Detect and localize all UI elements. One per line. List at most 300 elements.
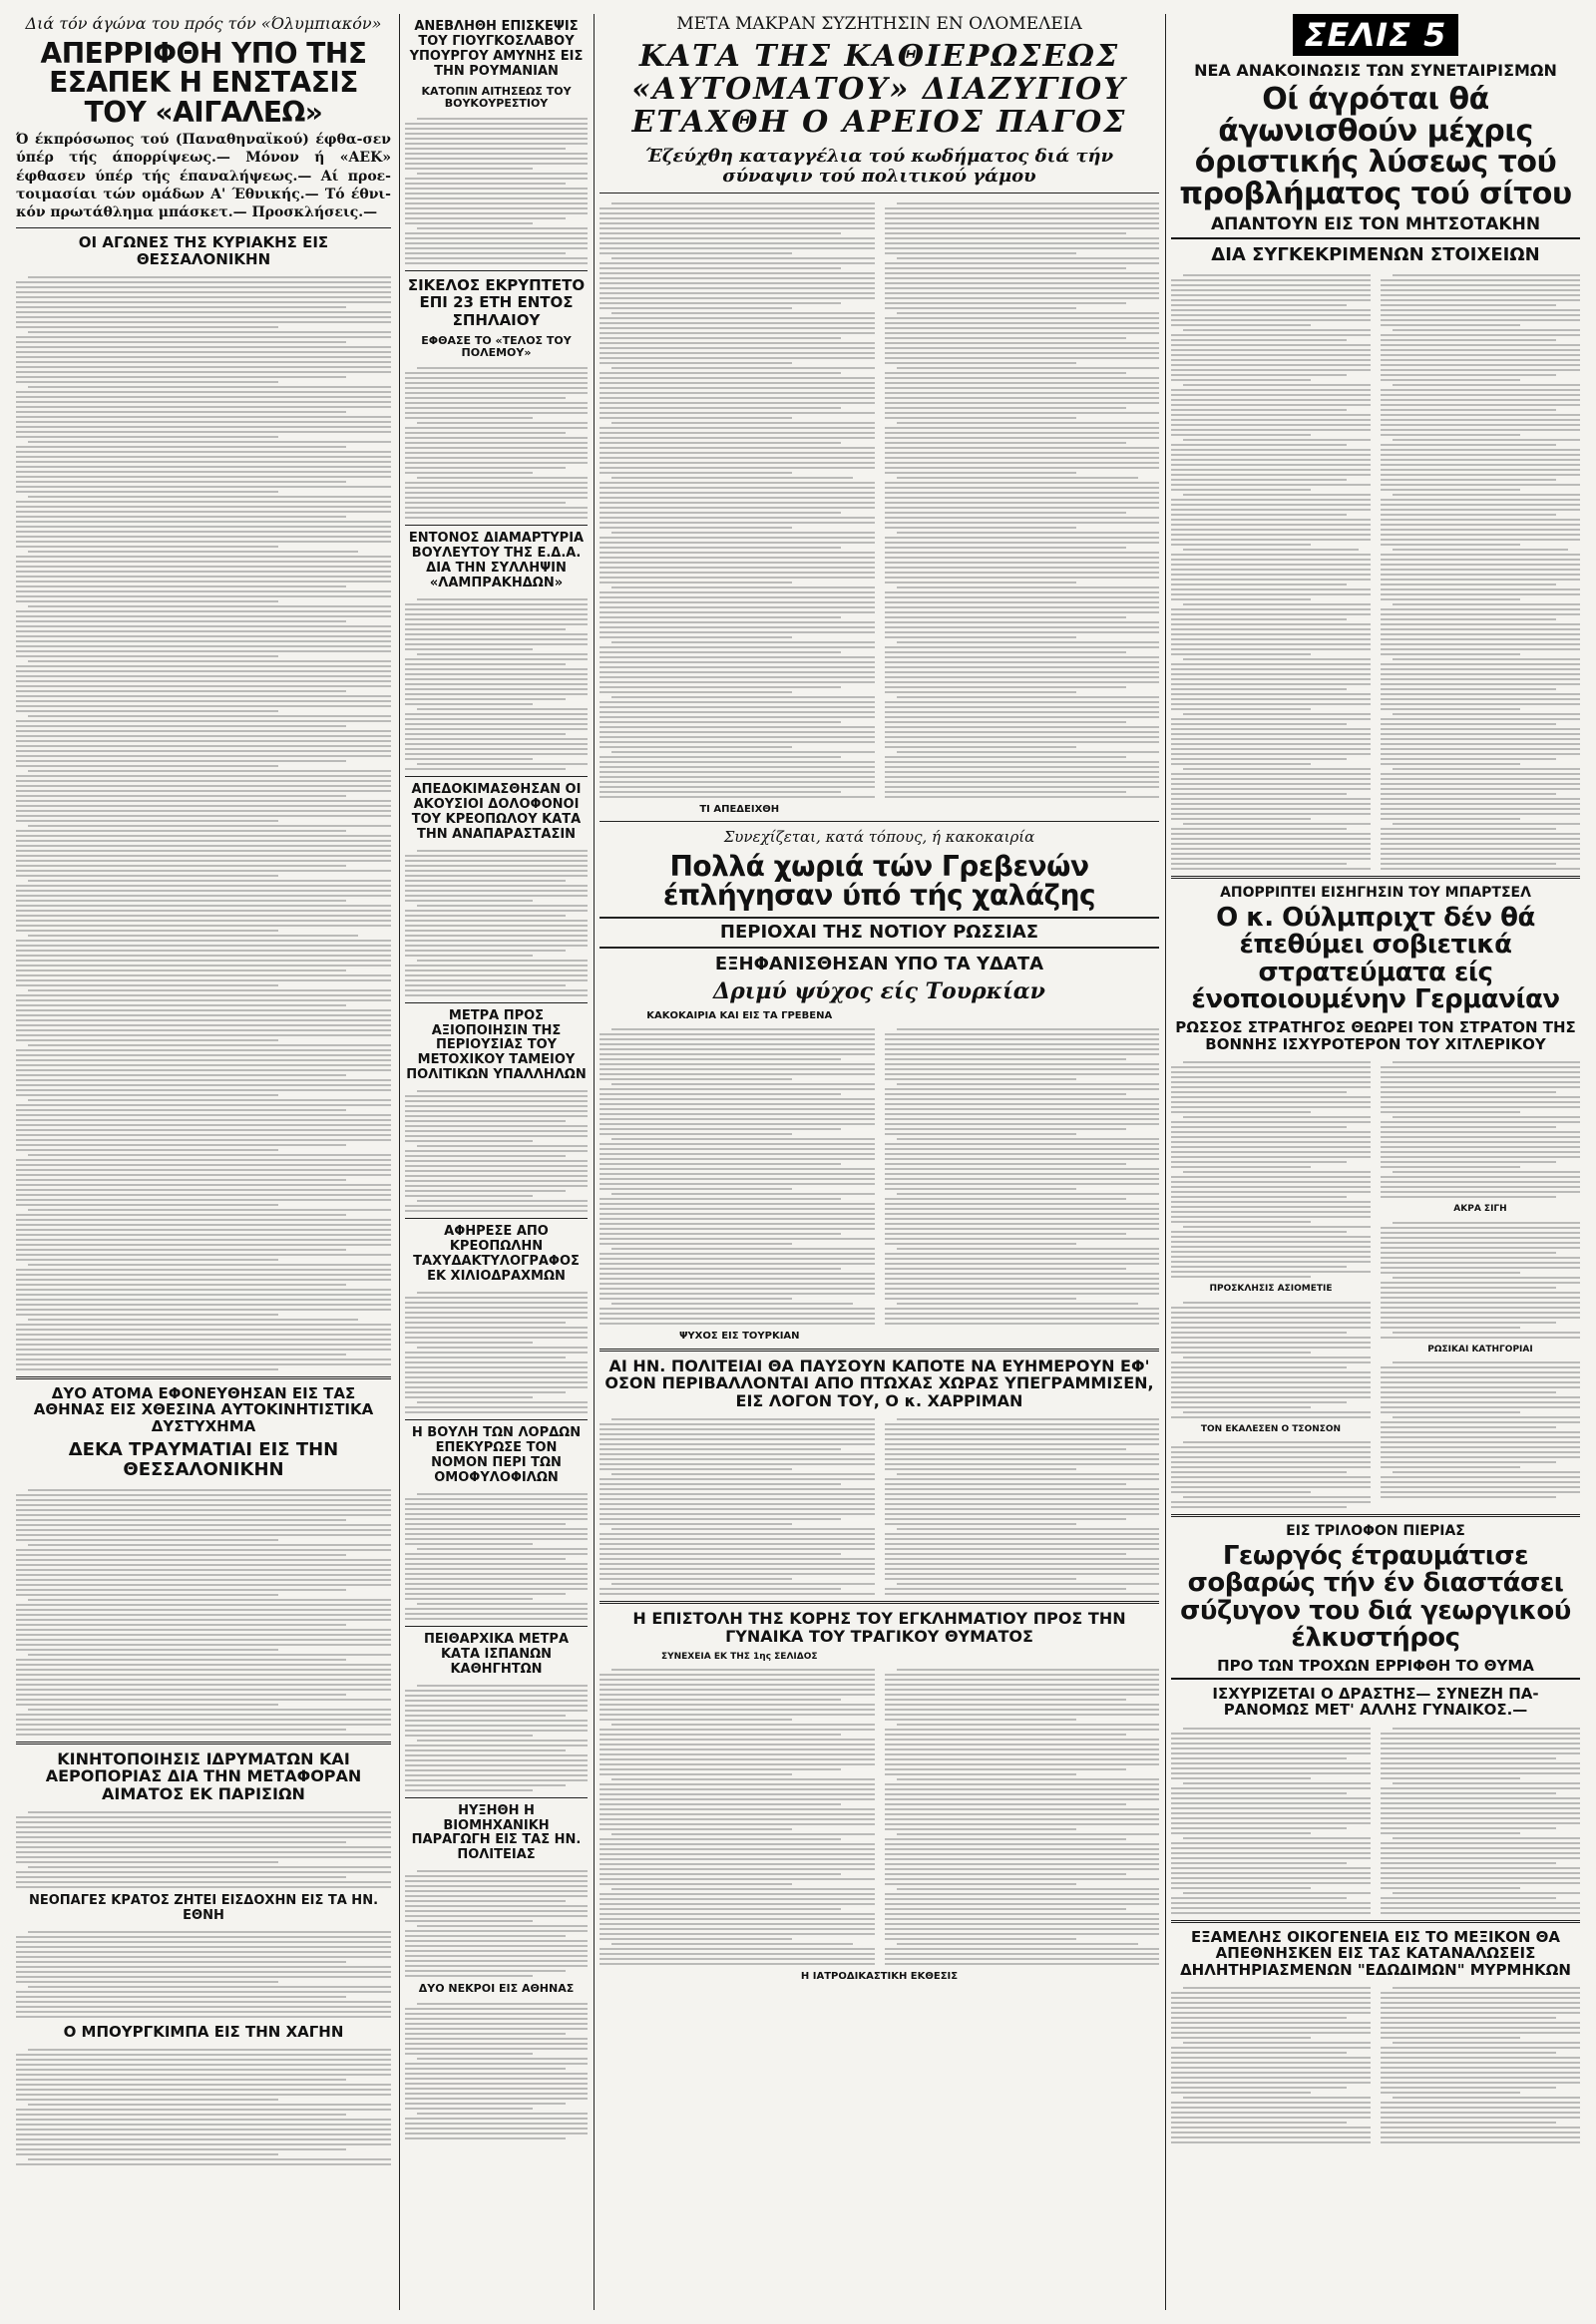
text-line bbox=[405, 870, 588, 872]
text-line bbox=[1171, 1772, 1371, 1774]
text-line bbox=[405, 1356, 566, 1358]
text-line bbox=[1171, 1196, 1347, 1198]
text-line bbox=[16, 1274, 391, 1276]
text-line bbox=[16, 1936, 391, 1938]
text-line bbox=[1381, 833, 1580, 835]
article-headline: ΔΥΟ ΝΕΚΡΟΙ ΕΙΣ ΑΘΗΝΑΣ bbox=[418, 1982, 575, 1996]
text-line bbox=[1171, 499, 1371, 501]
text-line bbox=[16, 1354, 346, 1356]
text-line bbox=[16, 680, 391, 682]
text-line bbox=[405, 623, 588, 625]
text-line bbox=[1183, 713, 1371, 715]
text-line bbox=[599, 1694, 875, 1696]
text-line bbox=[1381, 1476, 1580, 1478]
text-line bbox=[405, 1381, 588, 1383]
text-line bbox=[405, 1155, 566, 1157]
text-line bbox=[16, 1941, 391, 1943]
text-line bbox=[16, 1624, 346, 1626]
text-line bbox=[599, 1768, 841, 1770]
text-line bbox=[599, 1458, 875, 1460]
text-line bbox=[405, 925, 588, 927]
text-line bbox=[16, 431, 391, 433]
text-line bbox=[28, 1866, 391, 1868]
text-line bbox=[611, 257, 875, 259]
text-line bbox=[1171, 653, 1311, 655]
text-line bbox=[405, 1503, 588, 1505]
text-line bbox=[405, 1568, 588, 1570]
text-line bbox=[885, 581, 1077, 583]
text-line bbox=[1171, 1738, 1371, 1740]
text-line bbox=[885, 611, 1160, 613]
text-line bbox=[599, 247, 875, 249]
text-line bbox=[405, 1613, 588, 1615]
text-line bbox=[599, 1483, 841, 1485]
text-line bbox=[1171, 444, 1347, 446]
text-line bbox=[405, 1975, 533, 1977]
text-line bbox=[1171, 1261, 1371, 1263]
text-line bbox=[1393, 1332, 1580, 1334]
text-line bbox=[16, 900, 346, 902]
text-line bbox=[1381, 1186, 1580, 1188]
text-line bbox=[16, 655, 278, 657]
text-line bbox=[16, 366, 391, 368]
text-line bbox=[405, 1210, 588, 1212]
text-line bbox=[1381, 843, 1580, 845]
text-line bbox=[599, 482, 875, 484]
text-line bbox=[885, 547, 1126, 549]
text-line bbox=[885, 387, 1160, 389]
text-line bbox=[405, 407, 588, 409]
text-line bbox=[611, 751, 875, 753]
text-line bbox=[16, 1614, 391, 1616]
text-line bbox=[599, 1783, 875, 1785]
text-line bbox=[611, 1888, 875, 1890]
text-line bbox=[1381, 314, 1580, 316]
text-line bbox=[1381, 319, 1580, 321]
text-line bbox=[599, 1933, 875, 1935]
text-line bbox=[16, 301, 391, 303]
text-line bbox=[599, 227, 875, 229]
text-line bbox=[599, 1898, 875, 1900]
text-line bbox=[1381, 2067, 1580, 2069]
text-line bbox=[599, 636, 792, 638]
text-line bbox=[405, 930, 588, 932]
text-line bbox=[405, 895, 588, 897]
text-line bbox=[599, 1798, 875, 1800]
text-line bbox=[405, 753, 588, 755]
text-line bbox=[16, 1029, 391, 1031]
text-line bbox=[885, 297, 1160, 299]
text-line bbox=[16, 750, 391, 752]
text-line bbox=[16, 356, 391, 358]
text-line bbox=[1381, 1787, 1580, 1789]
text-line bbox=[405, 1160, 588, 1162]
text-line bbox=[1381, 434, 1520, 436]
text-line bbox=[1381, 1451, 1580, 1453]
text-line bbox=[1381, 2136, 1580, 2138]
text-line bbox=[1381, 1807, 1580, 1809]
text-line bbox=[1171, 1446, 1371, 1448]
text-line bbox=[405, 193, 588, 194]
text-line bbox=[417, 1200, 588, 1202]
article-columns bbox=[1171, 271, 1580, 870]
text-line bbox=[405, 262, 588, 264]
text-line bbox=[16, 610, 391, 612]
text-line bbox=[1171, 344, 1371, 346]
text-line bbox=[1381, 1411, 1520, 1413]
text-line bbox=[417, 1870, 588, 1872]
text-line bbox=[1381, 534, 1580, 536]
text-line bbox=[16, 1644, 391, 1646]
text-line bbox=[16, 950, 391, 952]
text-line bbox=[1171, 1406, 1311, 1408]
text-line bbox=[405, 969, 588, 971]
text-line bbox=[16, 1549, 391, 1551]
text-line bbox=[1171, 1802, 1371, 1804]
text-line bbox=[1381, 1071, 1580, 1073]
text-line bbox=[16, 1649, 278, 1651]
text-line bbox=[1171, 833, 1371, 835]
text-line bbox=[1171, 593, 1371, 595]
text-line bbox=[28, 1544, 391, 1546]
text-line bbox=[1171, 1221, 1311, 1223]
text-line bbox=[405, 2033, 566, 2035]
text-line bbox=[1171, 2057, 1371, 2059]
text-line bbox=[599, 252, 792, 254]
text-line bbox=[16, 1699, 391, 1701]
text-line bbox=[885, 427, 1160, 429]
text-line bbox=[885, 417, 1077, 419]
article-body bbox=[405, 364, 588, 519]
text-line bbox=[16, 860, 391, 862]
text-line bbox=[885, 537, 1160, 539]
text-line bbox=[16, 994, 391, 996]
text-line bbox=[16, 1049, 391, 1051]
text-line bbox=[599, 1918, 875, 1920]
text-line bbox=[405, 168, 533, 170]
text-line bbox=[1171, 1757, 1347, 1759]
text-line bbox=[1393, 1728, 1580, 1730]
text-line bbox=[599, 1033, 875, 1035]
text-line bbox=[1381, 758, 1556, 760]
text-line bbox=[16, 1164, 391, 1166]
text-line bbox=[28, 660, 391, 662]
text-line bbox=[885, 591, 1160, 593]
text-line bbox=[1171, 2067, 1371, 2069]
text-line bbox=[405, 2048, 588, 2050]
text-line bbox=[405, 1915, 588, 1917]
text-line bbox=[1171, 1066, 1371, 1068]
text-line bbox=[599, 796, 875, 798]
text-line bbox=[1171, 1792, 1347, 1794]
text-line bbox=[599, 1743, 875, 1745]
text-line bbox=[1381, 653, 1520, 655]
text-line bbox=[417, 1548, 588, 1550]
text-line bbox=[1171, 304, 1347, 306]
text-line bbox=[1381, 1337, 1580, 1339]
text-line bbox=[1171, 1091, 1347, 1093]
text-line bbox=[885, 267, 1126, 269]
text-line bbox=[599, 397, 875, 399]
text-line bbox=[1393, 1171, 1580, 1173]
text-line bbox=[405, 2098, 588, 2100]
text-line bbox=[16, 800, 391, 802]
inline-heading: ΤΙ ΑΠΕΔΕΙΧΘΗ bbox=[699, 803, 780, 815]
text-line bbox=[599, 472, 792, 474]
text-line bbox=[1381, 569, 1580, 571]
text-line bbox=[16, 561, 391, 563]
text-line bbox=[897, 751, 1160, 753]
text-line bbox=[1171, 783, 1371, 785]
text-line bbox=[1171, 1186, 1371, 1188]
text-line bbox=[599, 761, 875, 763]
article-body bbox=[885, 199, 1160, 798]
text-line bbox=[1381, 1366, 1580, 1368]
text-line bbox=[405, 1352, 588, 1354]
text-line bbox=[1171, 773, 1371, 775]
text-line bbox=[1381, 539, 1580, 541]
text-line bbox=[599, 1543, 875, 1545]
text-line bbox=[599, 452, 875, 454]
text-line bbox=[1171, 349, 1371, 351]
text-line bbox=[405, 1297, 588, 1299]
text-line bbox=[1381, 648, 1580, 650]
text-line bbox=[611, 1943, 853, 1945]
text-line bbox=[405, 1110, 588, 1112]
text-line bbox=[1381, 344, 1580, 346]
text-line bbox=[28, 496, 391, 498]
text-line bbox=[1171, 863, 1347, 865]
text-line bbox=[1171, 1461, 1371, 1463]
text-line bbox=[16, 1674, 391, 1676]
article-body bbox=[16, 1928, 391, 2018]
text-line bbox=[1171, 613, 1371, 615]
text-line bbox=[599, 1699, 841, 1701]
text-line bbox=[1381, 1227, 1580, 1229]
text-line bbox=[1381, 554, 1580, 556]
text-line bbox=[1381, 828, 1556, 830]
text-line bbox=[1171, 1451, 1371, 1453]
text-line bbox=[1171, 1307, 1371, 1309]
text-line bbox=[1381, 593, 1580, 595]
text-line bbox=[885, 626, 1160, 628]
text-line bbox=[1171, 778, 1371, 780]
text-line bbox=[405, 1322, 566, 1324]
text-line bbox=[885, 716, 1160, 718]
text-line bbox=[1171, 698, 1371, 700]
text-line bbox=[1171, 284, 1371, 286]
text-line bbox=[599, 547, 841, 549]
text-line bbox=[1393, 768, 1580, 770]
text-line bbox=[16, 1074, 346, 1076]
text-line bbox=[405, 1342, 533, 1344]
text-line bbox=[16, 541, 391, 543]
text-line bbox=[1171, 758, 1347, 760]
text-line bbox=[599, 302, 841, 304]
text-line bbox=[16, 281, 391, 283]
text-line bbox=[28, 276, 391, 278]
text-line bbox=[599, 562, 875, 564]
text-line bbox=[1393, 1061, 1580, 1063]
text-line bbox=[1171, 598, 1311, 600]
text-line bbox=[897, 312, 1160, 314]
text-line bbox=[599, 567, 875, 569]
text-line bbox=[1171, 544, 1311, 546]
text-line bbox=[1381, 1797, 1580, 1799]
text-line bbox=[405, 1880, 588, 1882]
text-line bbox=[1171, 474, 1371, 476]
text-line bbox=[405, 1950, 588, 1952]
text-line bbox=[16, 875, 278, 877]
text-line bbox=[1171, 289, 1371, 291]
text-line bbox=[885, 487, 1160, 489]
text-line bbox=[16, 486, 391, 488]
text-line bbox=[599, 1203, 875, 1205]
text-line bbox=[1183, 1837, 1371, 1839]
text-line bbox=[16, 745, 391, 747]
text-line bbox=[405, 1508, 588, 1510]
text-line bbox=[1171, 424, 1371, 426]
text-line bbox=[599, 1923, 875, 1925]
text-line bbox=[611, 1138, 875, 1140]
text-line bbox=[16, 1229, 391, 1231]
text-line bbox=[611, 696, 875, 698]
text-line bbox=[405, 447, 588, 449]
text-line bbox=[16, 1684, 391, 1686]
text-line bbox=[599, 781, 875, 783]
text-line bbox=[405, 1749, 566, 1751]
text-line bbox=[405, 397, 566, 399]
text-line bbox=[1381, 1827, 1556, 1829]
text-line bbox=[16, 1119, 391, 1121]
text-line bbox=[1381, 404, 1580, 406]
text-line bbox=[16, 1689, 391, 1691]
text-line bbox=[1171, 1236, 1371, 1238]
text-line bbox=[405, 492, 588, 494]
text-line bbox=[16, 1876, 346, 1878]
text-line bbox=[405, 2063, 588, 2065]
text-line bbox=[1171, 1096, 1371, 1098]
text-line bbox=[405, 723, 588, 725]
text-line bbox=[16, 630, 391, 632]
text-line bbox=[1171, 404, 1371, 406]
text-line bbox=[16, 640, 391, 642]
text-line bbox=[1171, 733, 1371, 735]
text-line bbox=[1381, 394, 1580, 396]
text-line bbox=[1171, 299, 1371, 301]
article-body bbox=[1171, 1725, 1371, 1914]
text-line bbox=[16, 965, 391, 967]
text-line bbox=[16, 820, 278, 822]
text-line bbox=[405, 1195, 533, 1197]
text-line bbox=[1381, 608, 1580, 610]
text-line bbox=[405, 2073, 588, 2075]
text-line bbox=[405, 1930, 588, 1932]
text-line bbox=[1171, 743, 1371, 745]
text-line bbox=[16, 925, 391, 927]
text-line bbox=[1171, 434, 1311, 436]
text-line bbox=[405, 1583, 588, 1585]
text-line bbox=[599, 1793, 875, 1795]
text-line bbox=[16, 915, 391, 917]
text-line bbox=[405, 242, 588, 244]
text-line bbox=[1381, 628, 1580, 630]
text-line bbox=[16, 2054, 391, 2056]
text-line bbox=[417, 1401, 588, 1403]
text-line bbox=[1393, 1837, 1580, 1839]
text-line bbox=[885, 287, 1160, 289]
text-line bbox=[16, 2064, 391, 2066]
text-line bbox=[1381, 2027, 1580, 2029]
text-line bbox=[16, 785, 391, 787]
text-line bbox=[16, 1109, 346, 1111]
text-line bbox=[1171, 2037, 1311, 2039]
text-line bbox=[1393, 1987, 1580, 1989]
text-line bbox=[1381, 1777, 1520, 1779]
text-line bbox=[405, 232, 588, 234]
text-line bbox=[405, 462, 588, 464]
text-line bbox=[1381, 509, 1580, 511]
text-line bbox=[885, 736, 1160, 738]
text-line bbox=[1171, 324, 1311, 326]
text-line bbox=[1171, 708, 1311, 710]
text-line bbox=[885, 781, 1160, 783]
article-headline: ΕΝΤΟΝΟΣ ΔΙΑΜΑΡΤΥΡΙΑ ΒΟΥΛΕΥΤΟΥ ΤΗΣ Ε.Δ.Α. ΔΙΑ ΤΗΝ ΣΥΛΛΗΨΙΝ «ΛΑΜΠΡΑΚΗΔΩΝ» bbox=[408, 531, 585, 590]
text-line bbox=[405, 487, 588, 489]
text-line bbox=[599, 1838, 841, 1840]
divider bbox=[405, 270, 588, 271]
text-line bbox=[405, 875, 588, 877]
text-line bbox=[405, 1885, 588, 1887]
text-line bbox=[885, 407, 1126, 409]
text-line bbox=[405, 1165, 588, 1167]
text-line bbox=[16, 1144, 346, 1146]
text-line bbox=[405, 2038, 588, 2040]
text-line bbox=[885, 317, 1160, 319]
text-line bbox=[599, 1689, 875, 1691]
text-line bbox=[599, 711, 875, 713]
text-line bbox=[599, 412, 875, 414]
text-line bbox=[599, 1218, 875, 1220]
text-line bbox=[599, 392, 875, 394]
text-line bbox=[16, 1951, 391, 1953]
text-line bbox=[1171, 2007, 1371, 2009]
inline-heading: ΡΩΣΙΚΑΙ ΚΑΤΗΓΟΡΙΑΙ bbox=[1427, 1344, 1533, 1355]
text-line bbox=[885, 247, 1160, 249]
text-line bbox=[599, 1433, 875, 1435]
text-line bbox=[599, 1153, 875, 1155]
text-line bbox=[1393, 658, 1580, 660]
text-line bbox=[599, 1233, 841, 1235]
text-line bbox=[1183, 1061, 1371, 1063]
text-line bbox=[16, 979, 391, 981]
text-line bbox=[16, 436, 278, 438]
text-line bbox=[16, 790, 391, 792]
text-line bbox=[405, 950, 566, 952]
text-line bbox=[599, 1763, 875, 1765]
text-line bbox=[16, 805, 391, 807]
text-line bbox=[1381, 1832, 1520, 1834]
text-line bbox=[16, 765, 278, 767]
article-body bbox=[16, 1808, 391, 1888]
text-line bbox=[1171, 838, 1371, 840]
text-line bbox=[405, 437, 588, 439]
text-line bbox=[1171, 1086, 1371, 1088]
text-line bbox=[1171, 793, 1347, 795]
text-line bbox=[599, 1908, 841, 1910]
text-line bbox=[1381, 733, 1580, 735]
text-line bbox=[885, 442, 1126, 444]
